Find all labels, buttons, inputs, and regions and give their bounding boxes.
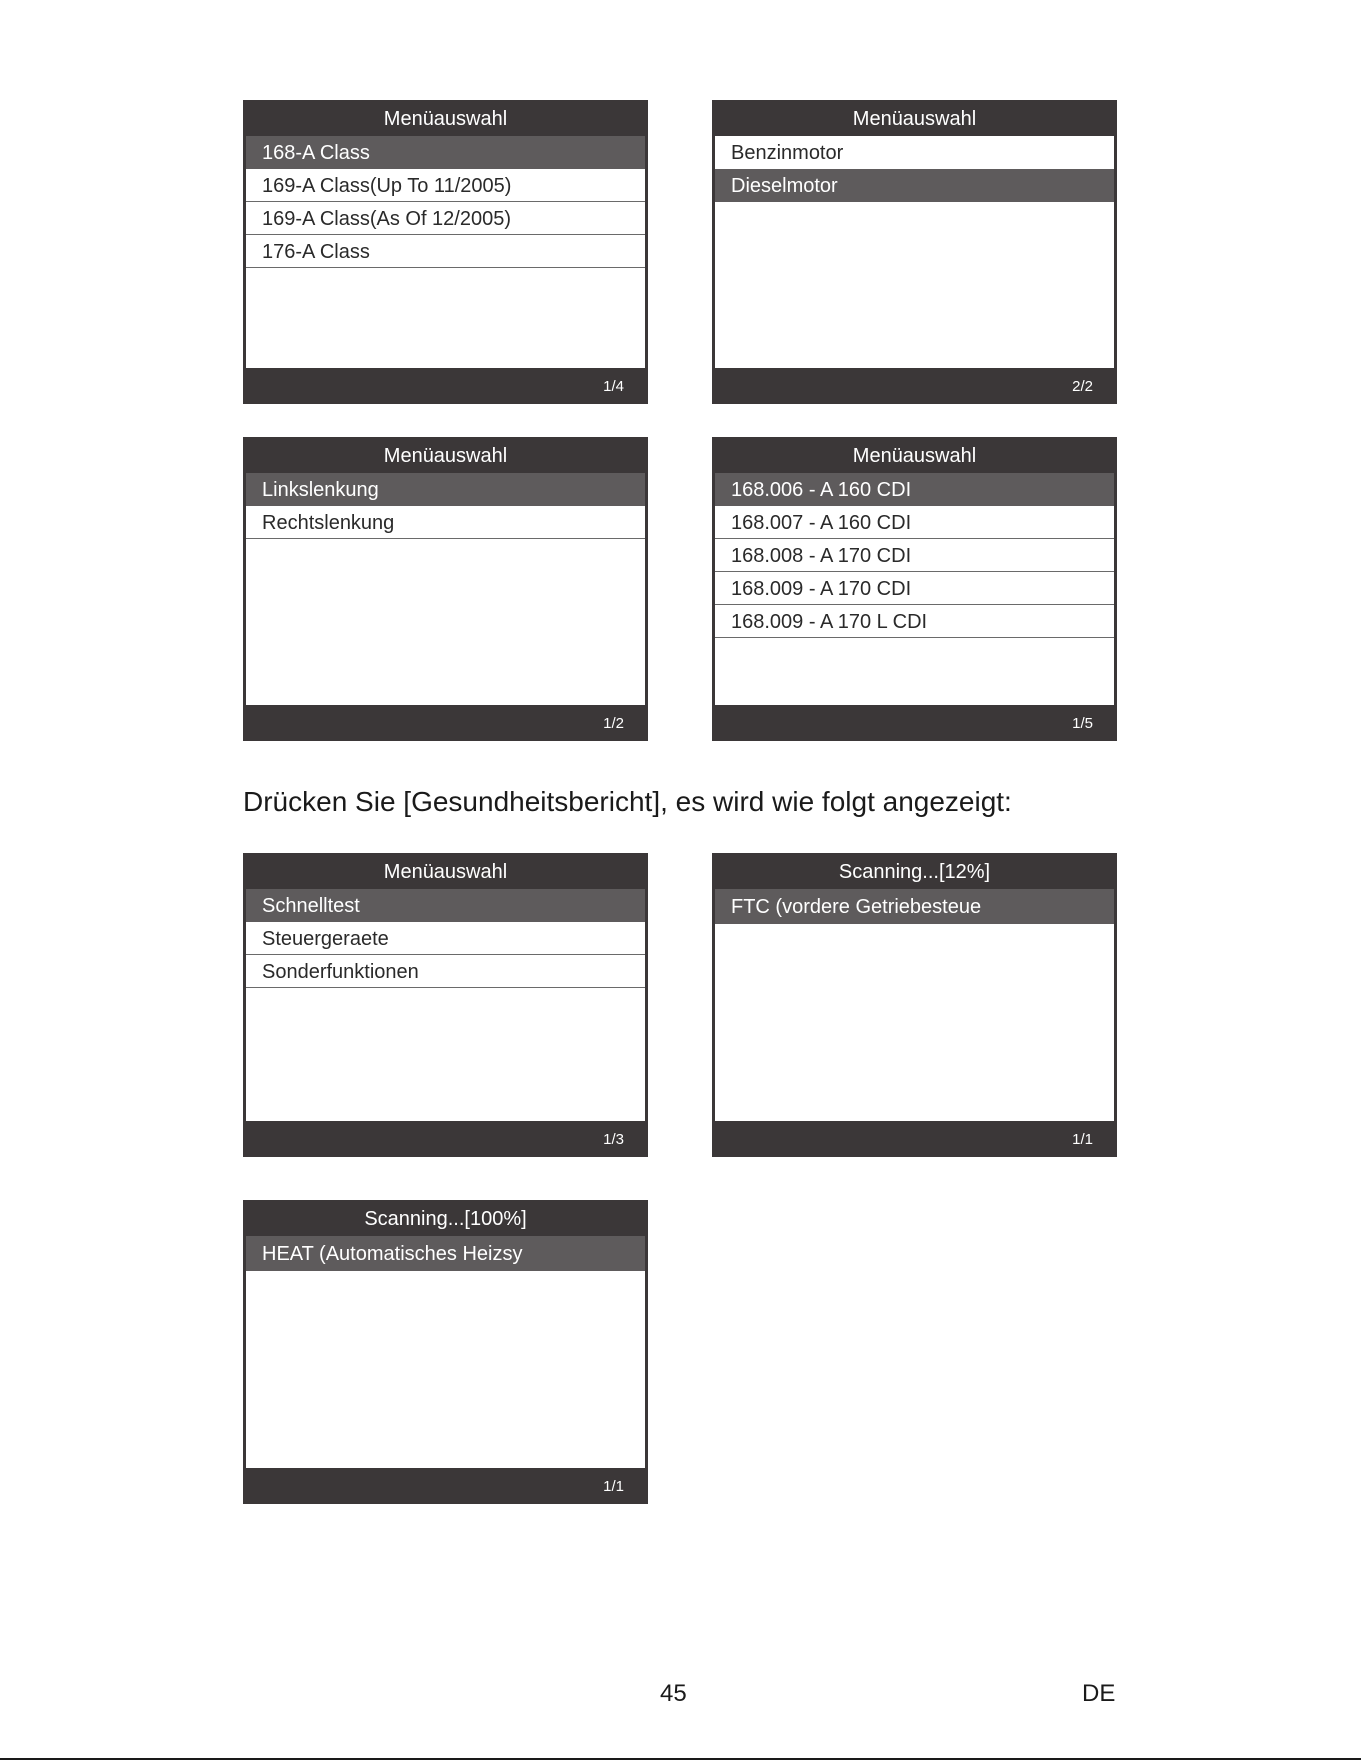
- screen-title: Menüauswahl: [852, 445, 977, 467]
- scan-item: FTC (vordere Getriebesteue: [715, 889, 1114, 924]
- scan-item: HEAT (Automatisches Heizsy: [246, 1236, 645, 1271]
- page-indicator: 1/1: [1072, 1131, 1093, 1148]
- menu-item[interactable]: Benzinmotor: [715, 136, 1114, 169]
- bottom-divider: [0, 1758, 1361, 1760]
- menu-list: [715, 473, 1114, 705]
- page-indicator: 2/2: [1072, 378, 1093, 395]
- menu-item[interactable]: Sonderfunktionen: [246, 955, 645, 988]
- menu-item[interactable]: 168.009 - A 170 CDI: [715, 572, 1114, 605]
- menu-list: [246, 136, 645, 368]
- page-indicator: 1/5: [1072, 715, 1093, 732]
- page-indicator: 1/2: [603, 715, 624, 732]
- menu-item[interactable]: Linkslenkung: [246, 473, 645, 506]
- page-indicator: 1/1: [603, 1478, 624, 1495]
- menu-item[interactable]: 169-A Class(Up To 11/2005): [246, 169, 645, 202]
- menu-item[interactable]: 168.007 - A 160 CDI: [715, 506, 1114, 539]
- screen-title: Menüauswahl: [852, 108, 977, 130]
- menu-item[interactable]: Rechtslenkung: [246, 506, 645, 539]
- menu-screen-vehicle-class: [243, 100, 648, 404]
- screen-title: Scanning...[12%]: [838, 861, 991, 883]
- menu-screen-engine-type: [712, 100, 1117, 404]
- menu-list: [715, 136, 1114, 368]
- page-number: 45: [660, 1680, 687, 1707]
- instruction-text: Drücken Sie [Gesundheitsbericht], es wird wie folgt angezeigt:: [243, 786, 1012, 817]
- scanning-screen-100: [243, 1200, 648, 1504]
- menu-list: [246, 889, 645, 1121]
- menu-item[interactable]: Schnelltest: [246, 889, 645, 922]
- scan-list: [246, 1236, 645, 1468]
- menu-item[interactable]: 168.009 - A 170 L CDI: [715, 605, 1114, 638]
- screen-title: Menüauswahl: [383, 108, 508, 130]
- menu-item[interactable]: 168.006 - A 160 CDI: [715, 473, 1114, 506]
- menu-screen-functions: [243, 853, 648, 1157]
- menu-item[interactable]: 168.008 - A 170 CDI: [715, 539, 1114, 572]
- menu-screen-steering: [243, 437, 648, 741]
- menu-list: [246, 473, 645, 705]
- scanning-screen-12: [712, 853, 1117, 1157]
- menu-item[interactable]: 176-A Class: [246, 235, 645, 268]
- screen-title: Menüauswahl: [383, 861, 508, 883]
- screen-title: Menüauswahl: [383, 445, 508, 467]
- menu-item[interactable]: 169-A Class(As Of 12/2005): [246, 202, 645, 235]
- page-indicator: 1/3: [603, 1131, 624, 1148]
- menu-item[interactable]: 168-A Class: [246, 136, 645, 169]
- language-code: DE: [1082, 1680, 1116, 1707]
- page-indicator: 1/4: [603, 378, 624, 395]
- menu-screen-model: [712, 437, 1117, 741]
- menu-item[interactable]: Steuergeraete: [246, 922, 645, 955]
- menu-item[interactable]: Dieselmotor: [715, 169, 1114, 202]
- screen-title: Scanning...[100%]: [364, 1208, 527, 1230]
- scan-list: [715, 889, 1114, 1121]
